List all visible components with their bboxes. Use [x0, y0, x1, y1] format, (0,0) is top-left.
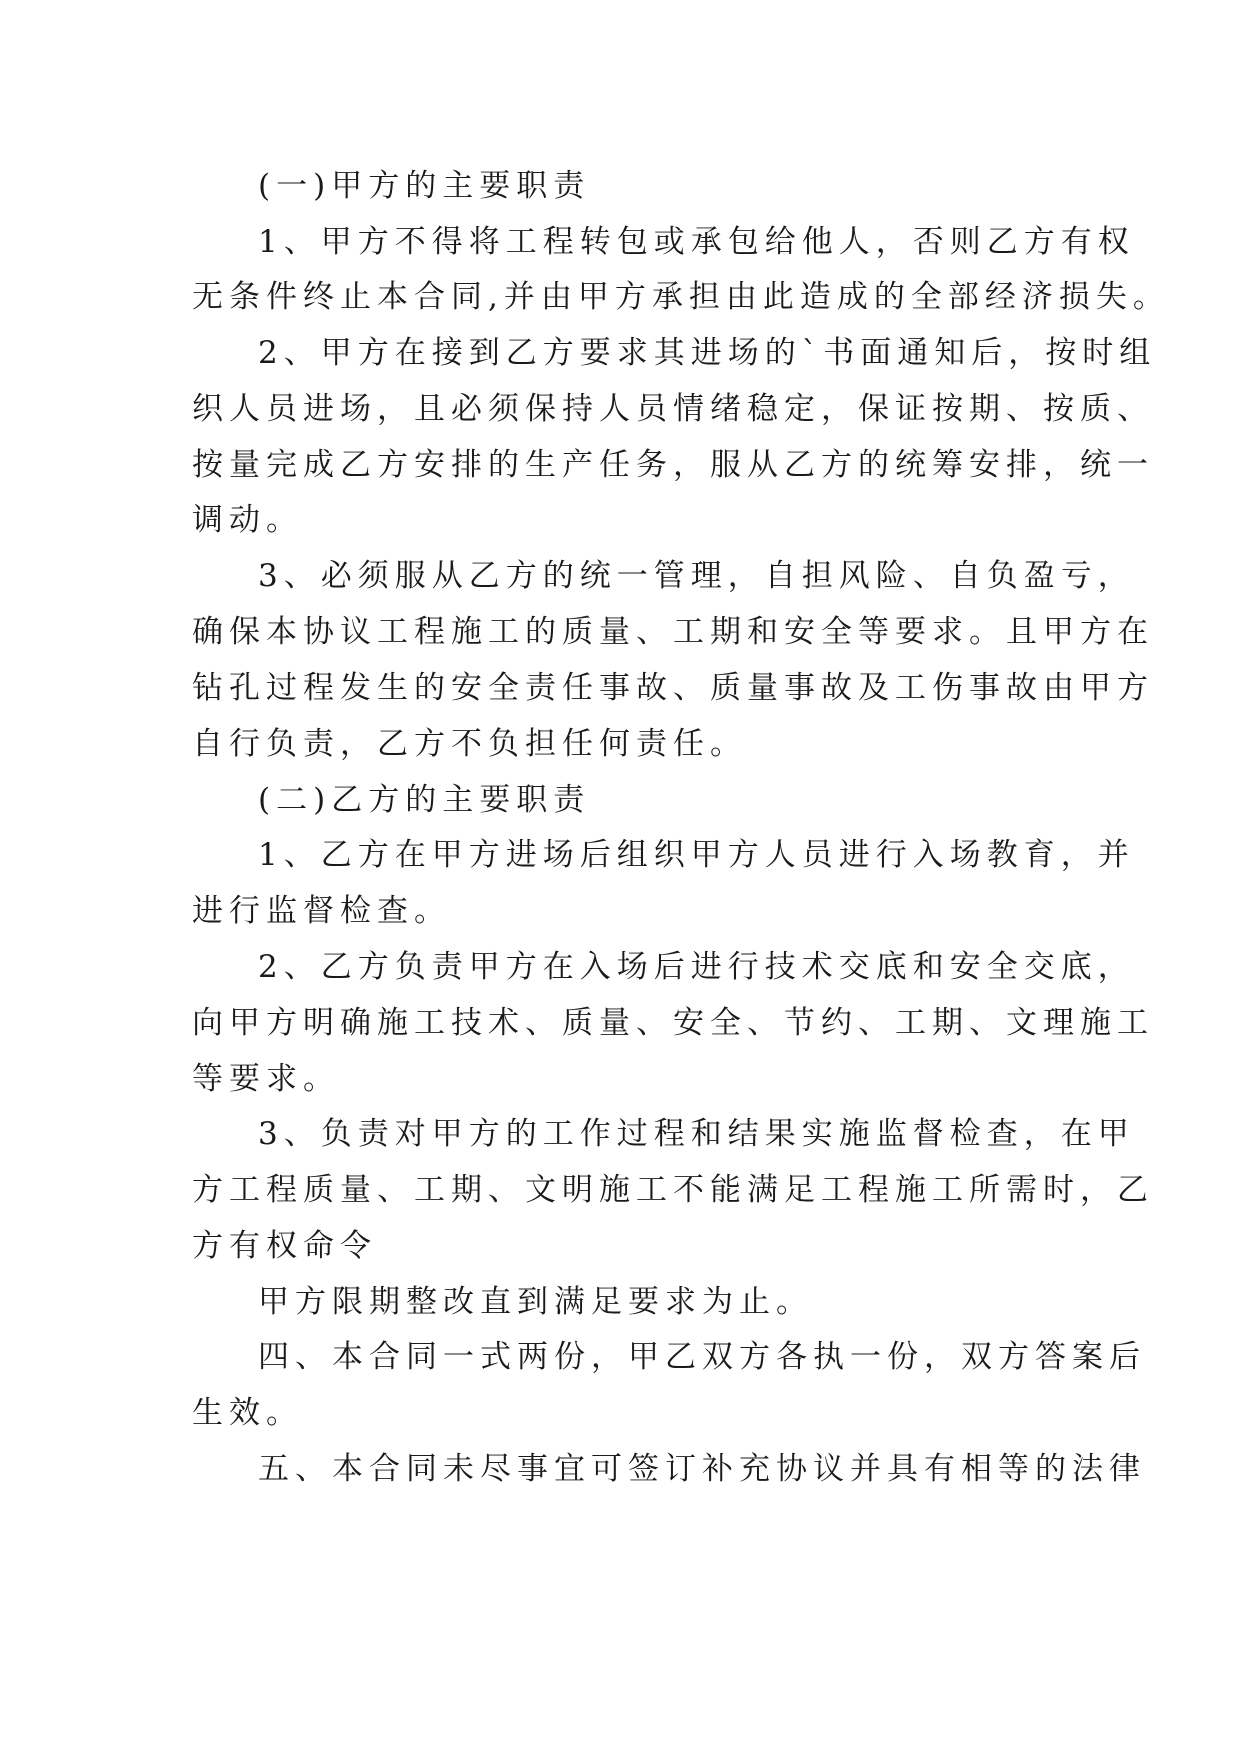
paragraph-line: 3、必须服从乙方的统一管理，自担风险、自负盈亏，	[258, 558, 1135, 594]
paragraph-line: 生效。	[192, 1395, 303, 1431]
paragraph-line: 3、负责对甲方的工作过程和结果实施监督检查，在甲	[258, 1116, 1135, 1152]
paragraph-line: 确保本协议工程施工的质量、工期和安全等要求。且甲方在	[192, 614, 1154, 650]
paragraph-line: 进行监督检查。	[192, 893, 451, 929]
paragraph-line: 1、甲方不得将工程转包或承包给他人，否则乙方有权	[258, 224, 1135, 260]
paragraph-line: 2、甲方在接到乙方要求其进场的`书面通知后，按时组	[258, 335, 1157, 371]
paragraph-line: 1、乙方在甲方进场后组织甲方人员进行入场教育，并	[258, 837, 1135, 873]
paragraph-line: 方有权命令	[192, 1228, 377, 1264]
paragraph-line: 自行负责，乙方不负担任何责任。	[192, 726, 747, 762]
paragraph-line: 甲方限期整改直到满足要求为止。	[258, 1284, 813, 1320]
section-heading-party-b: (二)乙方的主要职责	[258, 782, 591, 818]
paragraph-line: 五、本合同未尽事宜可签订补充协议并具有相等的法律	[258, 1451, 1146, 1487]
paragraph-line: 调动。	[192, 502, 303, 538]
section-heading-party-a: (一)甲方的主要职责	[258, 168, 591, 204]
paragraph-line: 无条件终止本合同,并由甲方承担由此造成的全部经济损失。	[192, 279, 1170, 315]
paragraph-line: 2、乙方负责甲方在入场后进行技术交底和安全交底，	[258, 949, 1135, 985]
paragraph-line: 按量完成乙方安排的生产任务，服从乙方的统筹安排，统一	[192, 447, 1154, 483]
paragraph-line: 向甲方明确施工技术、质量、安全、节约、工期、文理施工	[192, 1005, 1154, 1041]
paragraph-line: 方工程质量、工期、文明施工不能满足工程施工所需时，乙	[192, 1172, 1154, 1208]
paragraph-line: 织人员进场，且必须保持人员情绪稳定，保证按期、按质、	[192, 391, 1154, 427]
paragraph-line: 等要求。	[192, 1061, 340, 1097]
paragraph-line: 四、本合同一式两份，甲乙双方各执一份，双方答案后	[258, 1339, 1146, 1375]
paragraph-line: 钻孔过程发生的安全责任事故、质量事故及工伤事故由甲方	[192, 670, 1154, 706]
